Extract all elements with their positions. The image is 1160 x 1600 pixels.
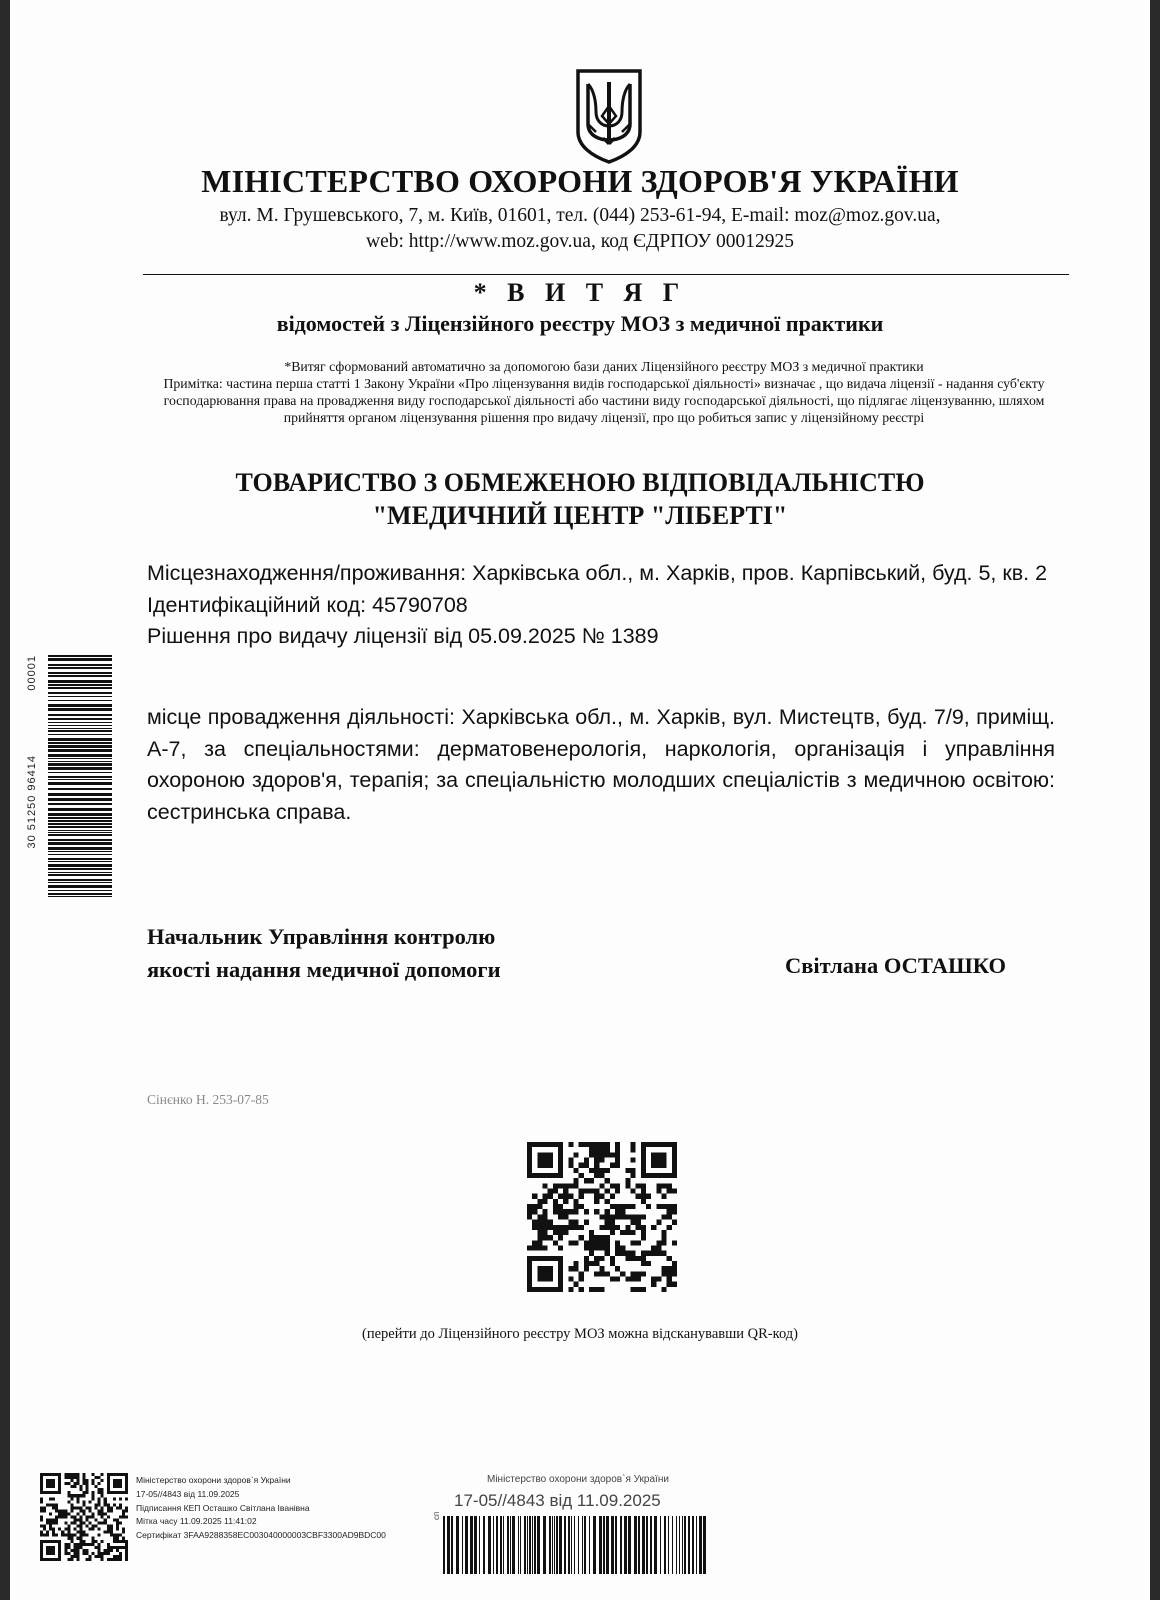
side-barcode-suffix: 00001 — [26, 655, 38, 691]
signatory-position-line-1: Начальник Управління контролю — [147, 924, 496, 949]
scan-edge-left — [0, 0, 10, 1600]
stamp-org: Міністерство охорони здоров`я України — [136, 1475, 291, 1485]
extract-title: * В И Т Я Г — [473, 278, 687, 307]
registration-cn-label: сп — [432, 1511, 441, 1520]
scan-edge-right — [1150, 0, 1160, 1600]
stamp-doc-number: 17-05//4843 від 11.09.2025 — [136, 1488, 240, 1499]
address-line-2: web: http://www.moz.gov.ua, код ЄДРПОУ 00012925 — [366, 231, 794, 252]
qr-caption: (перейти до Ліцензійного реєстру МОЗ можна відсканувавши QR-код) — [362, 1326, 798, 1342]
extract-notes — [160, 358, 1048, 426]
header-divider — [143, 274, 1069, 275]
coat-of-arms-trident-icon — [574, 68, 644, 164]
address-line-1: вул. М. Грушевського, 7, м. Київ, 01601, тел. (044) 253-61-94, E-mail: moz@moz.gov.ua, — [219, 205, 941, 226]
organization-info — [147, 558, 1055, 653]
registration-barcode — [443, 1516, 707, 1574]
registration-org: Міністерство охорони здоров`я України — [487, 1474, 669, 1485]
ministry-name: МІНІСТЕРСТВО ОХОРОНИ ЗДОРОВ'Я УКРАЇНИ — [201, 163, 959, 199]
organization-id-code: Ідентифікаційний код: 45790708 — [147, 592, 468, 617]
signatory-position-line-2: якості надання медичної допомоги — [147, 957, 501, 982]
stamp-certificate: Сертифікат 3FAA9288358EC003040000003CBF3300AD9BDC00 — [136, 1530, 386, 1541]
side-barcode — [48, 655, 112, 897]
organization-name — [10, 466, 1150, 532]
note-law: Примітка: частина перша статті 1 Закону України «Про ліцензування видів господарської діяльності» визначає , що видача ліцензії - надання суб'єкту господарювання права на провадження виду господарської діяльності або частини виду господарської діяльності, що підлягає ліцензуванню, шляхом прийняття органом ліцензування рішення про видачу ліцензії, про що робиться запис у ліцензійному реєстрі — [163, 376, 1045, 425]
organization-name-line-2: "МЕДИЧНИЙ ЦЕНТР "ЛІБЕРТІ" — [372, 501, 788, 530]
organization-location: Місцезнаходження/проживання: Харківська обл., м. Харків, пров. Карпівський, буд. 5, кв. 2 — [147, 561, 1048, 585]
registry-qr-code[interactable] — [527, 1142, 677, 1292]
signature-qr-code[interactable] — [40, 1473, 128, 1561]
e-signature-stamp — [136, 1474, 386, 1543]
executor-contact: Сінєнко Н. 253-07-85 — [147, 1092, 269, 1107]
document-page — [10, 0, 1150, 1600]
ministry-address — [10, 203, 1150, 255]
signatory-name: Світлана ОСТАШКО — [785, 953, 1006, 978]
organization-name-line-1: ТОВАРИСТВО З ОБМЕЖЕНОЮ ВІДПОВІДАЛЬНІСТЮ — [235, 468, 925, 497]
extract-subtitle: відомостей з Ліцензійного реєстру МОЗ з медичної практики — [276, 311, 884, 336]
side-barcode-digits — [26, 655, 42, 897]
stamp-signed-by: Підписання КЕП Осташко Світлана Іванівна — [136, 1502, 310, 1513]
stamp-timestamp: Мітка часу 11.09.2025 11:41:02 — [136, 1516, 257, 1527]
license-decision: Рішення про видачу ліцензії від 05.09.2025 № 1389 — [147, 624, 659, 648]
side-barcode-number: 30 51250 96414 — [26, 755, 38, 849]
registration-number: 17-05//4843 від 11.09.2025 — [454, 1491, 661, 1510]
signatory-position — [147, 920, 501, 986]
activity-place: місце провадження діяльності: Харківська обл., м. Харків, вул. Мистецтв, буд. 7/9, приміщ. А-7, за спеціальностями: дерматовенерологія, наркологія, організація і управління охороною здоров'я, терапія; за спеціальністю молодших спеціалістів з медичною освітою: сестринська справа. — [147, 705, 1055, 824]
note-auto-generated: *Витяг сформований автоматично за допомогою бази даних Ліцензійного реєстру МОЗ з медичної практики — [284, 359, 924, 374]
